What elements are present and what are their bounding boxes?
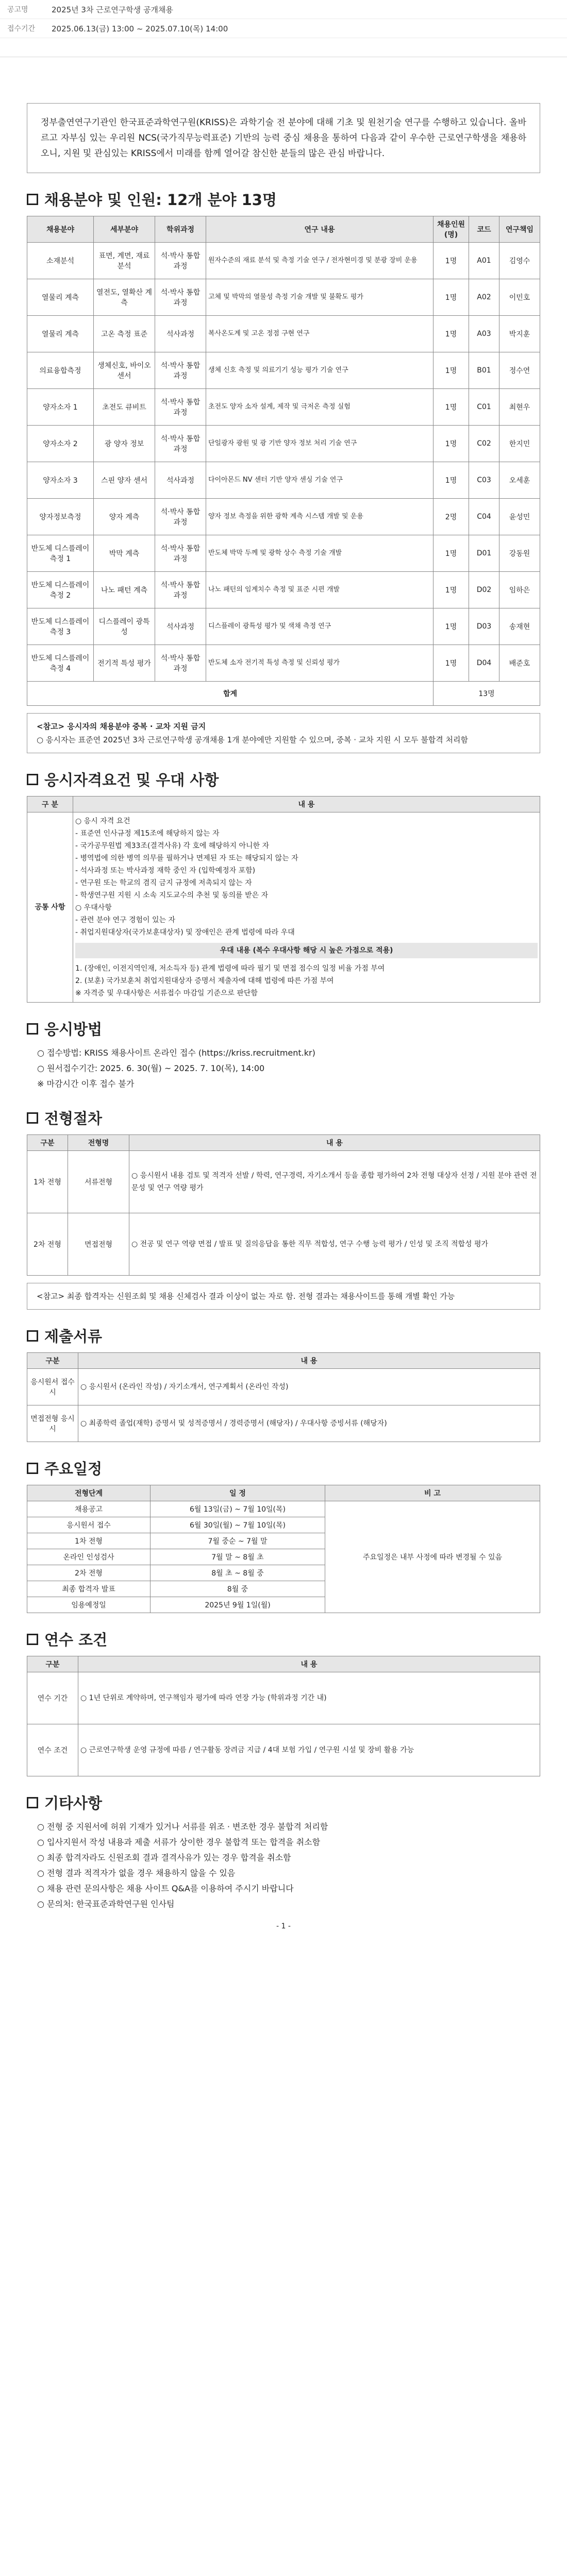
square-bullet-icon (27, 1463, 38, 1474)
section-heading-etc: 기타사항 (27, 1792, 540, 1813)
cell-code: C03 (469, 462, 499, 499)
square-bullet-icon (27, 1023, 38, 1035)
cell-code: C04 (469, 499, 499, 535)
text-line: ○ 우대사항 (75, 904, 112, 912)
cell-pi: 최현우 (499, 389, 540, 426)
cell-degree: 석·박사 통합과정 (155, 535, 206, 572)
title-label: 공고명 (7, 6, 28, 14)
cell-pi: 박지훈 (499, 316, 540, 352)
cell-field: 의료융합측정 (27, 352, 94, 389)
cell-count: 1명 (433, 426, 469, 462)
title-row (0, 0, 567, 19)
cell-sub: 표면, 계면, 재료분석 (94, 243, 155, 279)
cell-degree: 석·박사 통합과정 (155, 279, 206, 316)
text-line: ※ 자격증 및 우대사항은 서류접수 마감일 기준으로 판단함 (75, 989, 258, 997)
cell-code: D04 (469, 645, 499, 682)
table-row (27, 462, 540, 499)
table-row (27, 316, 540, 352)
qual-lines (75, 815, 538, 939)
cell-code: A01 (469, 243, 499, 279)
text-line: - 석사과정 또는 박사과정 재학 중인 자 (입학예정자 포함) (75, 867, 256, 875)
cell-pi: 김영수 (499, 243, 540, 279)
posting-header (0, 0, 567, 57)
table-row: 응시원서 접수 시 ○ 응시원서 (온라인 작성) / 자기소개서, 연구계획서 (온라인 작성) (27, 1369, 540, 1405)
cell-pi: 강동원 (499, 535, 540, 572)
cell-code: C01 (469, 389, 499, 426)
cell-desc: 다이아몬드 NV 센터 기반 양자 센싱 기술 연구 (206, 462, 433, 499)
cell-desc: 생체 신호 측정 및 의료기기 성능 평가 기술 연구 (206, 352, 433, 389)
text-line: 1. (장애인, 이전지역인재, 저소득자 등) 관계 법령에 따라 필기 및 면접 점수의 일정 비율 가점 부여 (75, 964, 385, 973)
text-line: ○ 접수방법: KRISS 채용사이트 온라인 접수 (https://kriss.recruitment.kr) (37, 1048, 315, 1058)
cell-count: 1명 (433, 645, 469, 682)
cell-sub: 생체신호, 바이오 센서 (94, 352, 155, 389)
cell-desc: 고체 및 박막의 열물성 측정 기술 개발 및 불확도 평가 (206, 279, 433, 316)
table-row (27, 243, 540, 279)
section-heading-schedule: 주요일정 (27, 1458, 540, 1479)
documents-table: 구분 내 용 응시원서 접수 시 ○ 응시원서 (온라인 작성) / 자기소개서, 연구계획서 (온라인 작성) 면접전형 응시 시 ○ 최종학력 졸업(재학) 증명서 및 성적증명서 / 경력증명서 (해당자) / 우대사항 증빙서류 (해당자) (27, 1352, 540, 1442)
procedure-table: 구분 전형명 내 용 1차 전형 서류전형 ○ 응시원서 내용 검토 및 적격자 선발 / 학력, 연구경력, 자기소개서 등을 종합 평가하여 2차 전형 대상자 선정 / 지원 분야 관련 전문성 및 연구 역량 평가 2차 전형 면접전형 ○ 전공 및 연구 역량 면접 / 발표 및 질의응답을 통한 직무 적합성, 연구 수행 능력 평가 / 인성 및 조직 적합성 평가 (27, 1134, 540, 1276)
text-line: - 학생연구원 지원 시 소속 지도교수의 추천 및 동의를 받은 자 (75, 891, 269, 900)
period-label: 접수기간 (7, 25, 36, 33)
cell-count: 1명 (433, 535, 469, 572)
cell-count: 1명 (433, 572, 469, 608)
table-row: 응시원서 접수 6월 30일(월) ~ 7월 10일(목) (27, 1517, 540, 1533)
text-line: ○ 응시 자격 요건 (75, 817, 130, 825)
cell-count: 1명 (433, 608, 469, 645)
table-row (27, 279, 540, 316)
etc-lines (27, 1819, 540, 1912)
table-row: 1차 전형 서류전형 ○ 응시원서 내용 검토 및 적격자 선발 / 학력, 연구경력, 자기소개서 등을 종합 평가하여 2차 전형 대상자 선정 / 지원 분야 관련 전문성 및 연구 역량 평가 (27, 1151, 540, 1213)
table-row: 연수 조건 ○ 근로연구학생 운영 규정에 따름 / 연구활동 장려금 지급 / 4대 보험 가입 / 연구원 시설 및 장비 활용 가능 (27, 1724, 540, 1776)
posting-title: 2025년 3차 근로연구학생 공개채용 (52, 5, 173, 14)
cell-degree: 석사과정 (155, 316, 206, 352)
text-line: ○ 전형 결과 적격자가 없을 경우 채용하지 않을 수 있음 (37, 1868, 236, 1878)
text-line: ○ 입사지원서 작성 내용과 제출 서류가 상이한 경우 불합격 또는 합격을 취소함 (37, 1837, 321, 1847)
apply-lines (27, 1045, 540, 1092)
text-line: - 표준연 인사규정 제15조에 해당하지 않는 자 (75, 829, 220, 838)
cell-field: 소재분석 (27, 243, 94, 279)
text-line: ○ 채용 관련 문의사항은 채용 사이트 Q&A를 이용하여 주시기 바랍니다 (37, 1884, 294, 1893)
square-bullet-icon (27, 1112, 38, 1124)
intro-box: 정부출연연구기관인 한국표준과학연구원(KRISS)은 과학기술 전 분야에 대해 기초 및 원천기술 연구를 수행하고 있습니다. 올바르고 자부심 있는 우리원 NCS(국가직무능력표준) 기반의 능력 중심 채용을 통하여 다음과 같이 우수한 근로연구학생을 채용하오니, 지원 및 관심있는 KRISS에서 미래를 함께 열어갈 참신한 분들의 많은 관심 바랍니다. (27, 103, 540, 173)
section-heading-qualifications: 응시자격요건 및 우대 사항 (27, 769, 540, 790)
cell-count: 1명 (433, 352, 469, 389)
cell-count: 1명 (433, 389, 469, 426)
cell-field: 열물리 계측 (27, 316, 94, 352)
table-row (27, 426, 540, 462)
cell-degree: 석·박사 통합과정 (155, 352, 206, 389)
cell-code: D01 (469, 535, 499, 572)
section-heading-documents: 제출서류 (27, 1325, 540, 1346)
cell-field: 양자소자 3 (27, 462, 94, 499)
cell-code: B01 (469, 352, 499, 389)
table-row: 1차 전형 7월 중순 ~ 7월 말 (27, 1533, 540, 1549)
section-heading-training: 연수 조건 (27, 1629, 540, 1650)
cell-degree: 석·박사 통합과정 (155, 243, 206, 279)
cell-desc: 반도체 박막 두께 및 광학 상수 측정 기술 개발 (206, 535, 433, 572)
cell-count: 1명 (433, 462, 469, 499)
cell-sub: 박막 계측 (94, 535, 155, 572)
total-row (27, 682, 540, 706)
square-bullet-icon (27, 1634, 38, 1645)
cell-degree: 석사과정 (155, 608, 206, 645)
section-heading-positions: 채용분야 및 인원: 12개 분야 13명 (27, 189, 540, 210)
table-row: 면접전형 응시 시 ○ 최종학력 졸업(재학) 증명서 및 성적증명서 / 경력증명서 (해당자) / 우대사항 증빙서류 (해당자) (27, 1405, 540, 1442)
table-row: 연수 기간 ○ 1년 단위로 계약하며, 연구책임자 평가에 따라 연장 가능 (학위과정 기간 내) (27, 1672, 540, 1724)
text-line: 2. (보훈) 국가보훈처 취업지원대상자 증명서 제출자에 대해 법령에 따른 가점 부여 (75, 977, 334, 985)
positions-header-row: 채용분야 세부분야 학위과정 연구 내용 채용인원(명) 코드 연구책임 (27, 216, 540, 243)
cell-sub: 초전도 큐비트 (94, 389, 155, 426)
cell-count: 2명 (433, 499, 469, 535)
cell-desc: 초전도 양자 소자 설계, 제작 및 극저온 측정 실험 (206, 389, 433, 426)
page-number: - 1 - (276, 1922, 291, 1930)
cell-degree: 석·박사 통합과정 (155, 499, 206, 535)
square-bullet-icon (27, 1330, 38, 1342)
cell-pi: 한지민 (499, 426, 540, 462)
cell-sub: 디스플레이 광특성 (94, 608, 155, 645)
qual-tail (75, 962, 538, 999)
square-bullet-icon (27, 194, 38, 205)
total-value: 13명 (433, 682, 540, 706)
schedule-note: 주요일정은 내부 사정에 따라 변경될 수 있음 (325, 1501, 540, 1613)
table-row: 최종 합격자 발표 8월 중 (27, 1581, 540, 1597)
qual-bar: 우대 내용 (복수 우대사항 해당 시 높은 가점으로 적용) (75, 943, 538, 958)
table-row (27, 535, 540, 572)
cell-sub: 전기적 특성 평가 (94, 645, 155, 682)
cell-desc: 복사온도계 및 고온 정점 구현 연구 (206, 316, 433, 352)
cell-count: 1명 (433, 243, 469, 279)
cell-pi: 이민호 (499, 279, 540, 316)
qual-row-label: 공통 사항 (27, 812, 73, 1003)
cell-code: A03 (469, 316, 499, 352)
text-line: - 연구원 또는 학교의 겸직 금지 규정에 저촉되지 않는 자 (75, 879, 252, 887)
text-line: ○ 최종 합격자라도 신원조회 결과 결격사유가 있는 경우 합격을 취소함 (37, 1853, 291, 1862)
table-row: 채용공고 6월 13일(금) ~ 7월 10일(목) 주요일정은 내부 사정에 따라 변경될 수 있음 (27, 1501, 540, 1517)
training-table: 구분 내 용 연수 기간 ○ 1년 단위로 계약하며, 연구책임자 평가에 따라 연장 가능 (학위과정 기간 내) 연수 조건 ○ 근로연구학생 운영 규정에 따름 / 연구활동 장려금 지급 / 4대 보험 가입 / 연구원 시설 및 장비 활용 가능 (27, 1656, 540, 1776)
cell-desc: 나노 패턴의 임계치수 측정 및 표준 시편 개발 (206, 572, 433, 608)
note-box (27, 713, 540, 753)
application-period: 2025.06.13(금) 13:00 ~ 2025.07.10(목) 14:00 (52, 24, 228, 33)
text-line: - 취업지원대상자(국가보훈대상자) 및 장애인은 관계 법령에 따라 우대 (75, 928, 295, 937)
cell-degree: 석·박사 통합과정 (155, 572, 206, 608)
cell-field: 양자정보측정 (27, 499, 94, 535)
cell-desc: 디스플레이 광특성 평가 및 색채 측정 연구 (206, 608, 433, 645)
table-row (27, 389, 540, 426)
note-body: ○ 응시자는 표준연 2025년 3차 근로연구학생 공개채용 1개 분야에만 지원할 수 있으며, 중복 · 교차 지원 시 모두 불합격 처리함 (37, 735, 469, 744)
table-row (27, 499, 540, 535)
table-row (27, 352, 540, 389)
table-row (27, 645, 540, 682)
table-row: 임용예정일 2025년 9월 1일(월) (27, 1597, 540, 1613)
announcement-document (27, 103, 540, 1930)
positions-table (27, 216, 540, 706)
cell-field: 반도체 디스플레이 측정 4 (27, 645, 94, 682)
cell-pi: 오세훈 (499, 462, 540, 499)
square-bullet-icon (27, 1797, 38, 1808)
text-line: ○ 문의처: 한국표준과학연구원 인사팀 (37, 1899, 175, 1909)
cell-field: 반도체 디스플레이 측정 1 (27, 535, 94, 572)
cell-degree: 석·박사 통합과정 (155, 645, 206, 682)
cell-pi: 임하은 (499, 572, 540, 608)
cell-sub: 스핀 양자 센서 (94, 462, 155, 499)
cell-degree: 석·박사 통합과정 (155, 426, 206, 462)
text-line: - 국가공무원법 제33조(결격사유) 각 호에 해당하지 아니한 자 (75, 842, 269, 850)
table-row (27, 608, 540, 645)
note-title: <참고> 응시자의 채용분야 중복 · 교차 지원 금지 (37, 722, 206, 731)
section-heading-apply: 응시방법 (27, 1018, 540, 1039)
table-row: 2차 전형 면접전형 ○ 전공 및 연구 역량 면접 / 발표 및 질의응답을 통한 직무 적합성, 연구 수행 능력 평가 / 인성 및 조직 적합성 평가 (27, 1213, 540, 1276)
cell-pi: 배준호 (499, 645, 540, 682)
cell-desc: 반도체 소자 전기적 특성 측정 및 신뢰성 평가 (206, 645, 433, 682)
period-row (0, 19, 567, 38)
cell-sub: 나노 패턴 계측 (94, 572, 155, 608)
cell-pi: 송재현 (499, 608, 540, 645)
cell-count: 1명 (433, 316, 469, 352)
cell-desc: 단일광자 광원 및 광 기반 양자 정보 처리 기술 연구 (206, 426, 433, 462)
cell-desc: 원자수준의 재료 분석 및 측정 기술 연구 / 전자현미경 및 분광 장비 운용 (206, 243, 433, 279)
procedure-note: <참고> 최종 합격자는 신원조회 및 채용 신체검사 결과 이상이 없는 자로 함. 전형 결과는 채용사이트를 통해 개별 확인 가능 (27, 1283, 540, 1310)
qualifications-table: 구 분 내 용 공통 사항 ○ 응시 자격 요건 - 표준연 인사규정 제15조에 해당하지 않는 자 - 국가공무원법 제33조(결격사유) 각 호에 해당하지 아니한 자 - 병역법에 의한 병역 의무를 필하거나 면제된 자 또는 해당되지 않는 자 - 석사과정 또는 박사과정 재학 중인 자 (입학예정자 포함) - 연구원 또는 학교의 겸직 금지 규정에 저촉되지 않는 자 - 학생연구원 지원 시 소속 지도교수의 추천 및 동의를 받은 자 ○ 우대사항 - 관련 분야 연구 경험이 있는 자 - 취업지원대상자(국가보훈대상자) 및 장애인은 관계 법령에 따라 우대 우대 내용 (복수 우대사항 해당 시 높은 가점으로 적용) 1. (장애인, 이전지역인재, 저소득자 등) 관계 법령에 따라 필기 및 면접 점수의 일정 비율 가점 부여 2. (보훈) 국가보훈처 취업지원대상자 증명서 제출자에 대해 법령에 따른 가점 부여 ※ 자격증 및 우대사항은 서류접수 마감일 기준으로 판단함 (27, 796, 540, 1003)
text-line: - 관련 분야 연구 경험이 있는 자 (75, 916, 176, 924)
cell-degree: 석·박사 통합과정 (155, 389, 206, 426)
cell-pi: 윤성민 (499, 499, 540, 535)
table-row: 온라인 인성검사 7월 말 ~ 8월 초 (27, 1549, 540, 1565)
cell-desc: 양자 정보 측정을 위한 광학 계측 시스템 개발 및 운용 (206, 499, 433, 535)
cell-code: C02 (469, 426, 499, 462)
cell-field: 양자소자 1 (27, 389, 94, 426)
table-row: 2차 전형 8월 초 ~ 8월 중 (27, 1565, 540, 1581)
cell-code: A02 (469, 279, 499, 316)
cell-field: 양자소자 2 (27, 426, 94, 462)
cell-field: 반도체 디스플레이 측정 2 (27, 572, 94, 608)
cell-code: D03 (469, 608, 499, 645)
cell-field: 열물리 계측 (27, 279, 94, 316)
cell-field: 반도체 디스플레이 측정 3 (27, 608, 94, 645)
schedule-table: 전형단계 일 정 비 고 채용공고 6월 13일(금) ~ 7월 10일(목) 주요일정은 내부 사정에 따라 변경될 수 있음 응시원서 접수 6월 30일(월) ~ 7월 10일(목) 1차 전형 7월 중순 ~ 7월 말 온라인 인성검사 7월 말 ~ 8월 초 2차 전형 8월 초 ~ 8월 중 최종 합격자 발표 8월 중 임용예정일 2025년 9월 1일(월) (27, 1485, 540, 1613)
total-label: 합계 (27, 682, 433, 706)
cell-sub: 고온 측정 표준 (94, 316, 155, 352)
section-heading-procedure: 전형절차 (27, 1107, 540, 1128)
cell-count: 1명 (433, 279, 469, 316)
text-line: - 병역법에 의한 병역 의무를 필하거나 면제된 자 또는 해당되지 않는 자 (75, 854, 298, 862)
cell-code: D02 (469, 572, 499, 608)
cell-sub: 광 양자 정보 (94, 426, 155, 462)
cell-sub: 양자 계측 (94, 499, 155, 535)
text-line: ※ 마감시간 이후 접수 불가 (37, 1079, 135, 1089)
table-row (27, 572, 540, 608)
text-line: ○ 전형 중 지원서에 허위 기재가 있거나 서류를 위조 · 변조한 경우 불합격 처리함 (37, 1822, 328, 1832)
cell-pi: 정수연 (499, 352, 540, 389)
cell-degree: 석사과정 (155, 462, 206, 499)
square-bullet-icon (27, 774, 38, 785)
cell-sub: 열전도, 열확산 계측 (94, 279, 155, 316)
text-line: ○ 원서접수기간: 2025. 6. 30(월) ~ 2025. 7. 10(목), 14:00 (37, 1063, 265, 1073)
